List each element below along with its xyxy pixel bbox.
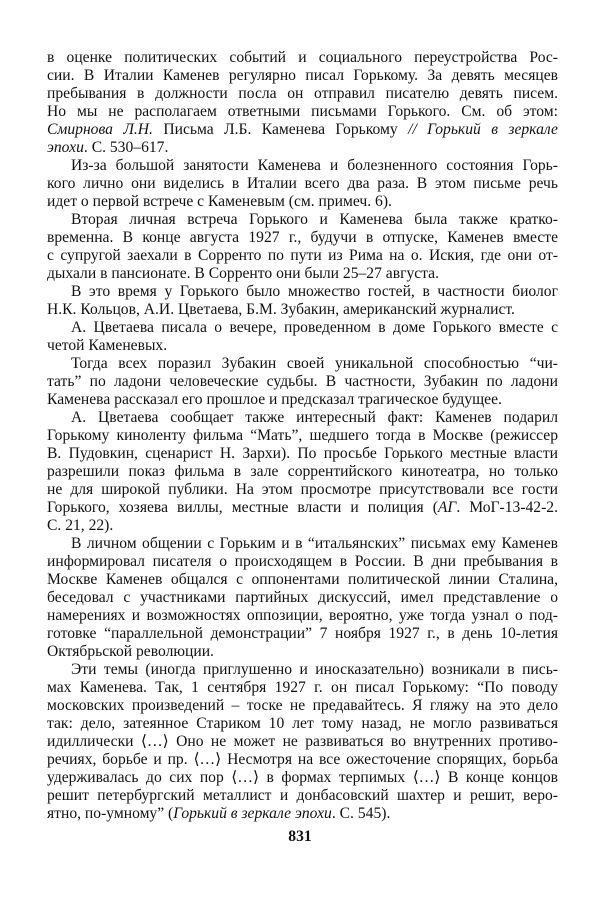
text: кого лично они виделись в Италии всего два раза. В этом письме речь xyxy=(47,175,558,192)
paragraph xyxy=(47,319,558,355)
text: идиллически ⟨…⟩ Оно не может не развиваться во внутренних противо- xyxy=(47,733,558,750)
text-line xyxy=(47,121,558,139)
text: ятно, по-умному” ( xyxy=(47,805,174,822)
text-line xyxy=(47,679,558,697)
text-line xyxy=(47,607,558,625)
text-line xyxy=(47,571,558,589)
text: удерживалась до сих пор ⟨…⟩ в формах терпимых ⟨…⟩ В конце концов xyxy=(47,769,558,786)
page-number: 831 xyxy=(288,828,312,845)
text: намерениях и возможностях оппозиции, вероятно, уже тогда узнал о под- xyxy=(47,607,558,624)
page-body xyxy=(47,49,558,823)
text: А. Цветаева писала о вечере, проведенном в доме Горького вместе с xyxy=(71,319,558,336)
text-line xyxy=(47,157,558,175)
text-line xyxy=(47,463,558,481)
text-line xyxy=(47,751,558,769)
text-line xyxy=(47,139,558,157)
italic-text: Горький в зеркале эпохи xyxy=(173,805,332,822)
text: В это время у Горького было множество гостей, в частности биолог xyxy=(71,283,558,300)
text: Но мы не располагаем ответными письмами Горького. См. об этом: xyxy=(47,103,558,120)
text: Письма Л.Б. Каменева Горькому xyxy=(152,121,409,138)
text: Каменева рассказал его прошлое и предсказал трагическое будущее. xyxy=(47,391,502,408)
paragraph xyxy=(47,49,558,157)
text-line xyxy=(47,805,558,823)
text-line xyxy=(47,103,558,121)
text-line xyxy=(47,589,558,607)
text: разрешили показ фильма в зале соррентийского кинотеатра, но только xyxy=(47,463,558,480)
paragraph xyxy=(47,535,558,661)
text: Эти темы (иногда приглушенно и иносказательно) возникали в пись- xyxy=(71,661,558,678)
text-line xyxy=(47,697,558,715)
italic-text: эпохи xyxy=(47,139,84,156)
paragraph xyxy=(47,283,558,319)
text-line xyxy=(47,409,558,427)
text: С. 21, 22). xyxy=(47,517,114,534)
text-line xyxy=(47,427,558,445)
text-line xyxy=(47,175,558,193)
text: речиях, борьбе и пр. ⟨…⟩ Несмотря на все ожесточение спорящих, борьба xyxy=(47,751,558,768)
text-line xyxy=(47,211,558,229)
text-line xyxy=(47,391,558,409)
text: беседовал с участниками партийных дискуссий, имел представление о xyxy=(47,589,558,606)
text: . МоГ-13-42-2. xyxy=(456,499,558,516)
text: временна. В конце августа 1927 г., будучи в отпуске, Каменев вместе xyxy=(47,229,558,246)
text: Октябрьской революции. xyxy=(47,643,214,660)
text: Из-за большой занятости Каменева и болезненного состояния Горь- xyxy=(71,157,558,174)
text: Вторая личная встреча Горького и Каменева была также кратко- xyxy=(71,211,558,228)
text-line xyxy=(47,715,558,733)
text: четой Каменевых. xyxy=(47,337,168,354)
text: Н.К. Кольцов, А.И. Цветаева, Б.М. Зубакин, американский журналист. xyxy=(47,301,515,318)
text: В. Пудовкин, сценарист Н. Зархи). По просьбе Горького местные власти xyxy=(47,445,558,462)
text: мах Каменева. Так, 1 сентября 1927 г. он писал Горькому: “По поводу xyxy=(47,679,558,696)
text-line xyxy=(47,481,558,499)
text: тать” по ладони человеческие судьбы. В частности, Зубакин по ладони xyxy=(47,373,558,390)
text-line xyxy=(47,445,558,463)
text-line xyxy=(47,193,558,211)
text: пребывания в должности посла он отправил писателю девять писем. xyxy=(47,85,558,102)
text-line xyxy=(47,247,558,265)
text-line xyxy=(47,553,558,571)
text: в оценке политических событий и социального переустройства Рос- xyxy=(47,49,558,66)
text: информировал писателя о происходящем в России. В дни пребывания в xyxy=(47,553,558,570)
text: Горького, хозяева виллы, местные власти и полиция ( xyxy=(47,499,438,516)
text: . С. 530–617. xyxy=(83,139,169,156)
text-line xyxy=(47,769,558,787)
paragraph xyxy=(47,211,558,283)
paragraph xyxy=(47,157,558,211)
paragraph xyxy=(47,661,558,823)
text-line xyxy=(47,787,558,805)
text: решит петербургский металлист и донбасовский шахтер и решит, веро- xyxy=(47,787,558,804)
text: московских произведений – тоске не предавайтесь. Я гляжу на это дело xyxy=(47,697,558,714)
text: Москве Каменев общался с оппонентами политической линии Сталина, xyxy=(47,571,558,588)
text: В личном общении с Горьким и в “итальянских” письмах ему Каменев xyxy=(71,535,558,552)
text: так: дело, затеянное Стариком 10 лет тому назад, не могло развиваться xyxy=(47,715,558,732)
text-line xyxy=(47,265,558,283)
text: идет о первой встрече с Каменевым (см. примеч. 6). xyxy=(47,193,392,210)
text-line xyxy=(47,319,558,337)
paragraph xyxy=(47,409,558,535)
text: дыхали в пансионате. В Сорренто они были 25–27 августа. xyxy=(47,265,440,282)
text-line xyxy=(47,355,558,373)
text: Горькому киноленту фильма “Мать”, шедшего тогда в Москве (режиссер xyxy=(47,427,558,444)
text-line xyxy=(47,625,558,643)
text: готовке “параллельной демонстрации” 7 ноября 1927 г., в день 10-летия xyxy=(47,625,558,642)
text-line xyxy=(47,85,558,103)
text-line xyxy=(47,283,558,301)
text: сии. В Италии Каменев регулярно писал Горькому. За девять месяцев xyxy=(47,67,558,84)
text-line xyxy=(47,535,558,553)
text-line xyxy=(47,49,558,67)
text-line xyxy=(47,499,558,517)
text-line xyxy=(47,517,558,535)
paragraph xyxy=(47,355,558,409)
italic-text: // Горький в зеркале xyxy=(408,121,558,138)
text: . С. 545). xyxy=(331,805,391,822)
text: с супругой заехали в Сорренто по пути из Рима на о. Иския, где они от- xyxy=(47,247,558,264)
text: Тогда всех поразил Зубакин своей уникальной способностью “чи- xyxy=(71,355,558,372)
italic-text: Смирнова Л.Н. xyxy=(47,121,153,138)
italic-text: АГ xyxy=(437,499,457,516)
text: не для широкой публики. На этом просмотре присутствовали все гости xyxy=(47,481,558,498)
text-line xyxy=(47,733,558,751)
text-line xyxy=(47,373,558,391)
text-line xyxy=(47,301,558,319)
text-line xyxy=(47,229,558,247)
text-line xyxy=(47,661,558,679)
text-line xyxy=(47,337,558,355)
text-line xyxy=(47,67,558,85)
text-line xyxy=(47,643,558,661)
text: А. Цветаева сообщает также интересный факт: Каменев подарил xyxy=(71,409,558,426)
